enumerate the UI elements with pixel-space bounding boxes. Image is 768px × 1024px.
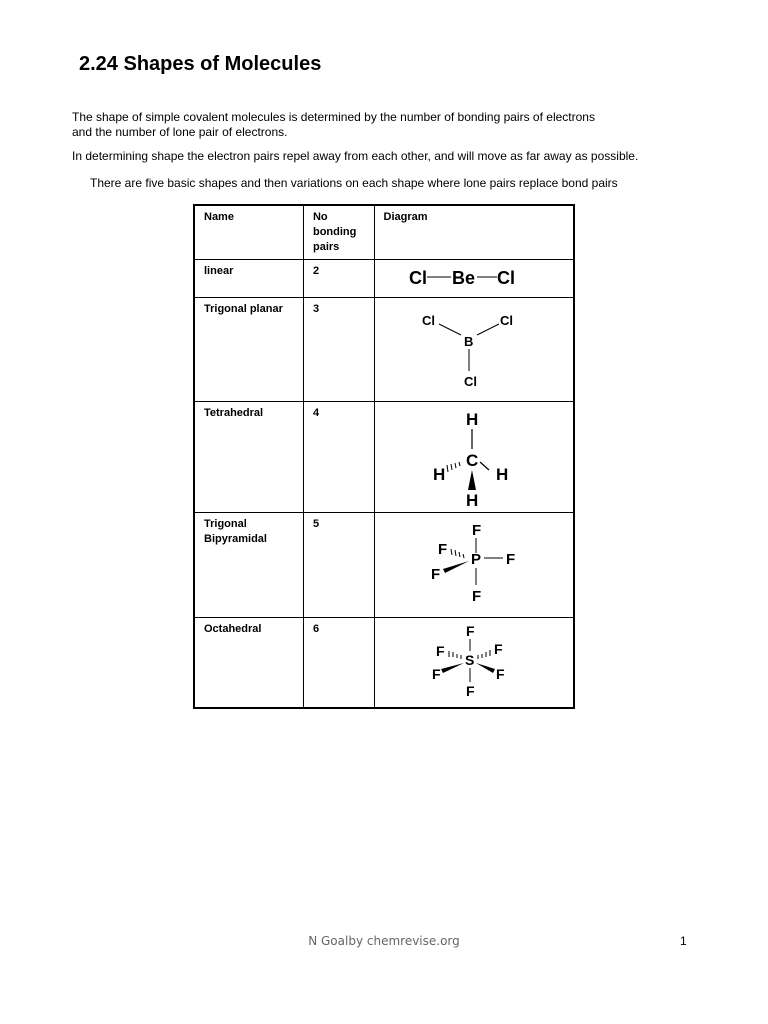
header-bonding-pairs: No bonding pairs [303, 205, 374, 260]
page-title: 2.24 Shapes of Molecules [79, 53, 322, 75]
shape-name: Tetrahedral [194, 402, 303, 513]
sf6-structure [375, 618, 573, 706]
header-diagram [374, 205, 574, 260]
atom-label: B [463, 334, 473, 349]
intro-paragraph-3: There are five basic shapes and then variations on each shape where lone pairs replace bond pairs [90, 176, 618, 190]
solid-wedge-bond [441, 663, 464, 673]
atom-label: H [432, 465, 445, 484]
atom-label: Be [451, 268, 475, 288]
molecule-diagram-trigonal-planar [374, 298, 574, 402]
table-row [194, 260, 574, 298]
atom-label: S [464, 652, 474, 668]
intro-line-2: and the number of lone pair of electrons. [72, 125, 288, 139]
table-row [194, 618, 574, 708]
atom-label: Cl [499, 313, 513, 328]
atom-label: F [493, 641, 503, 657]
becl2-structure [375, 260, 573, 296]
table-header-row [194, 205, 574, 260]
atom-label: F [505, 551, 515, 568]
header-diagram-label: Diagram [383, 211, 428, 223]
ch4-structure [375, 402, 573, 511]
molecule-diagram-trigonal-bipyramidal [374, 513, 574, 618]
footer-credit: N Goalby chemrevise.org [308, 934, 460, 948]
atom-label: F [471, 588, 481, 605]
atom-label: F [465, 623, 475, 639]
table-row [194, 402, 574, 513]
shapes-table [193, 204, 575, 709]
hashed-wedge-bond [447, 462, 460, 472]
atom-label: P [470, 551, 481, 568]
atom-label: F [437, 541, 447, 558]
solid-wedge-bond [476, 663, 495, 673]
bonding-pairs-count: 6 [303, 618, 374, 708]
table-row [194, 298, 574, 402]
header-name: Name [194, 205, 303, 260]
bonding-pairs-count: 5 [303, 513, 374, 618]
intro-line-1: The shape of simple covalent molecules is determined by the number of bonding pairs of electrons [72, 110, 595, 124]
atom-label: H [495, 465, 508, 484]
atom-label: Cl [408, 268, 427, 288]
atom-label: F [465, 683, 475, 699]
atom-label: Cl [496, 268, 515, 288]
bonding-pairs-count: 4 [303, 402, 374, 513]
atom-label: F [471, 522, 481, 539]
atom-label: F [431, 666, 441, 682]
shape-name: Octahedral [194, 618, 303, 708]
molecule-diagram-tetrahedral [374, 402, 574, 513]
atom-label: C [465, 451, 478, 470]
page-number: 1 [680, 934, 687, 948]
table-row [194, 513, 574, 618]
shape-name: Trigonal planar [194, 298, 303, 402]
atom-label: H [465, 410, 478, 429]
hashed-wedge-bond [451, 549, 464, 558]
hashed-wedge-bond [449, 651, 461, 659]
atom-label: Cl [463, 374, 477, 389]
shape-name: linear [194, 260, 303, 298]
intro-paragraph-1 [72, 110, 595, 140]
shape-name: Trigonal Bipyramidal [194, 513, 303, 618]
pf5-structure [375, 513, 573, 616]
single-bond [480, 462, 489, 470]
solid-wedge-bond [443, 561, 469, 573]
bcl3-structure [375, 298, 573, 400]
bonding-pairs-count: 3 [303, 298, 374, 402]
atom-label: Cl [421, 313, 435, 328]
single-bond [439, 324, 461, 335]
atom-label: F [495, 666, 505, 682]
molecule-diagram-linear [374, 260, 574, 298]
atom-label: F [435, 643, 445, 659]
molecule-diagram-octahedral [374, 618, 574, 708]
bonding-pairs-count: 2 [303, 260, 374, 298]
intro-paragraph-2: In determining shape the electron pairs repel away from each other, and will move as far away as possible. [72, 149, 639, 163]
atom-label: F [430, 566, 440, 583]
atom-label: H [465, 491, 478, 510]
solid-wedge-bond [468, 470, 476, 490]
hashed-wedge-bond [478, 650, 490, 659]
single-bond [477, 324, 499, 335]
